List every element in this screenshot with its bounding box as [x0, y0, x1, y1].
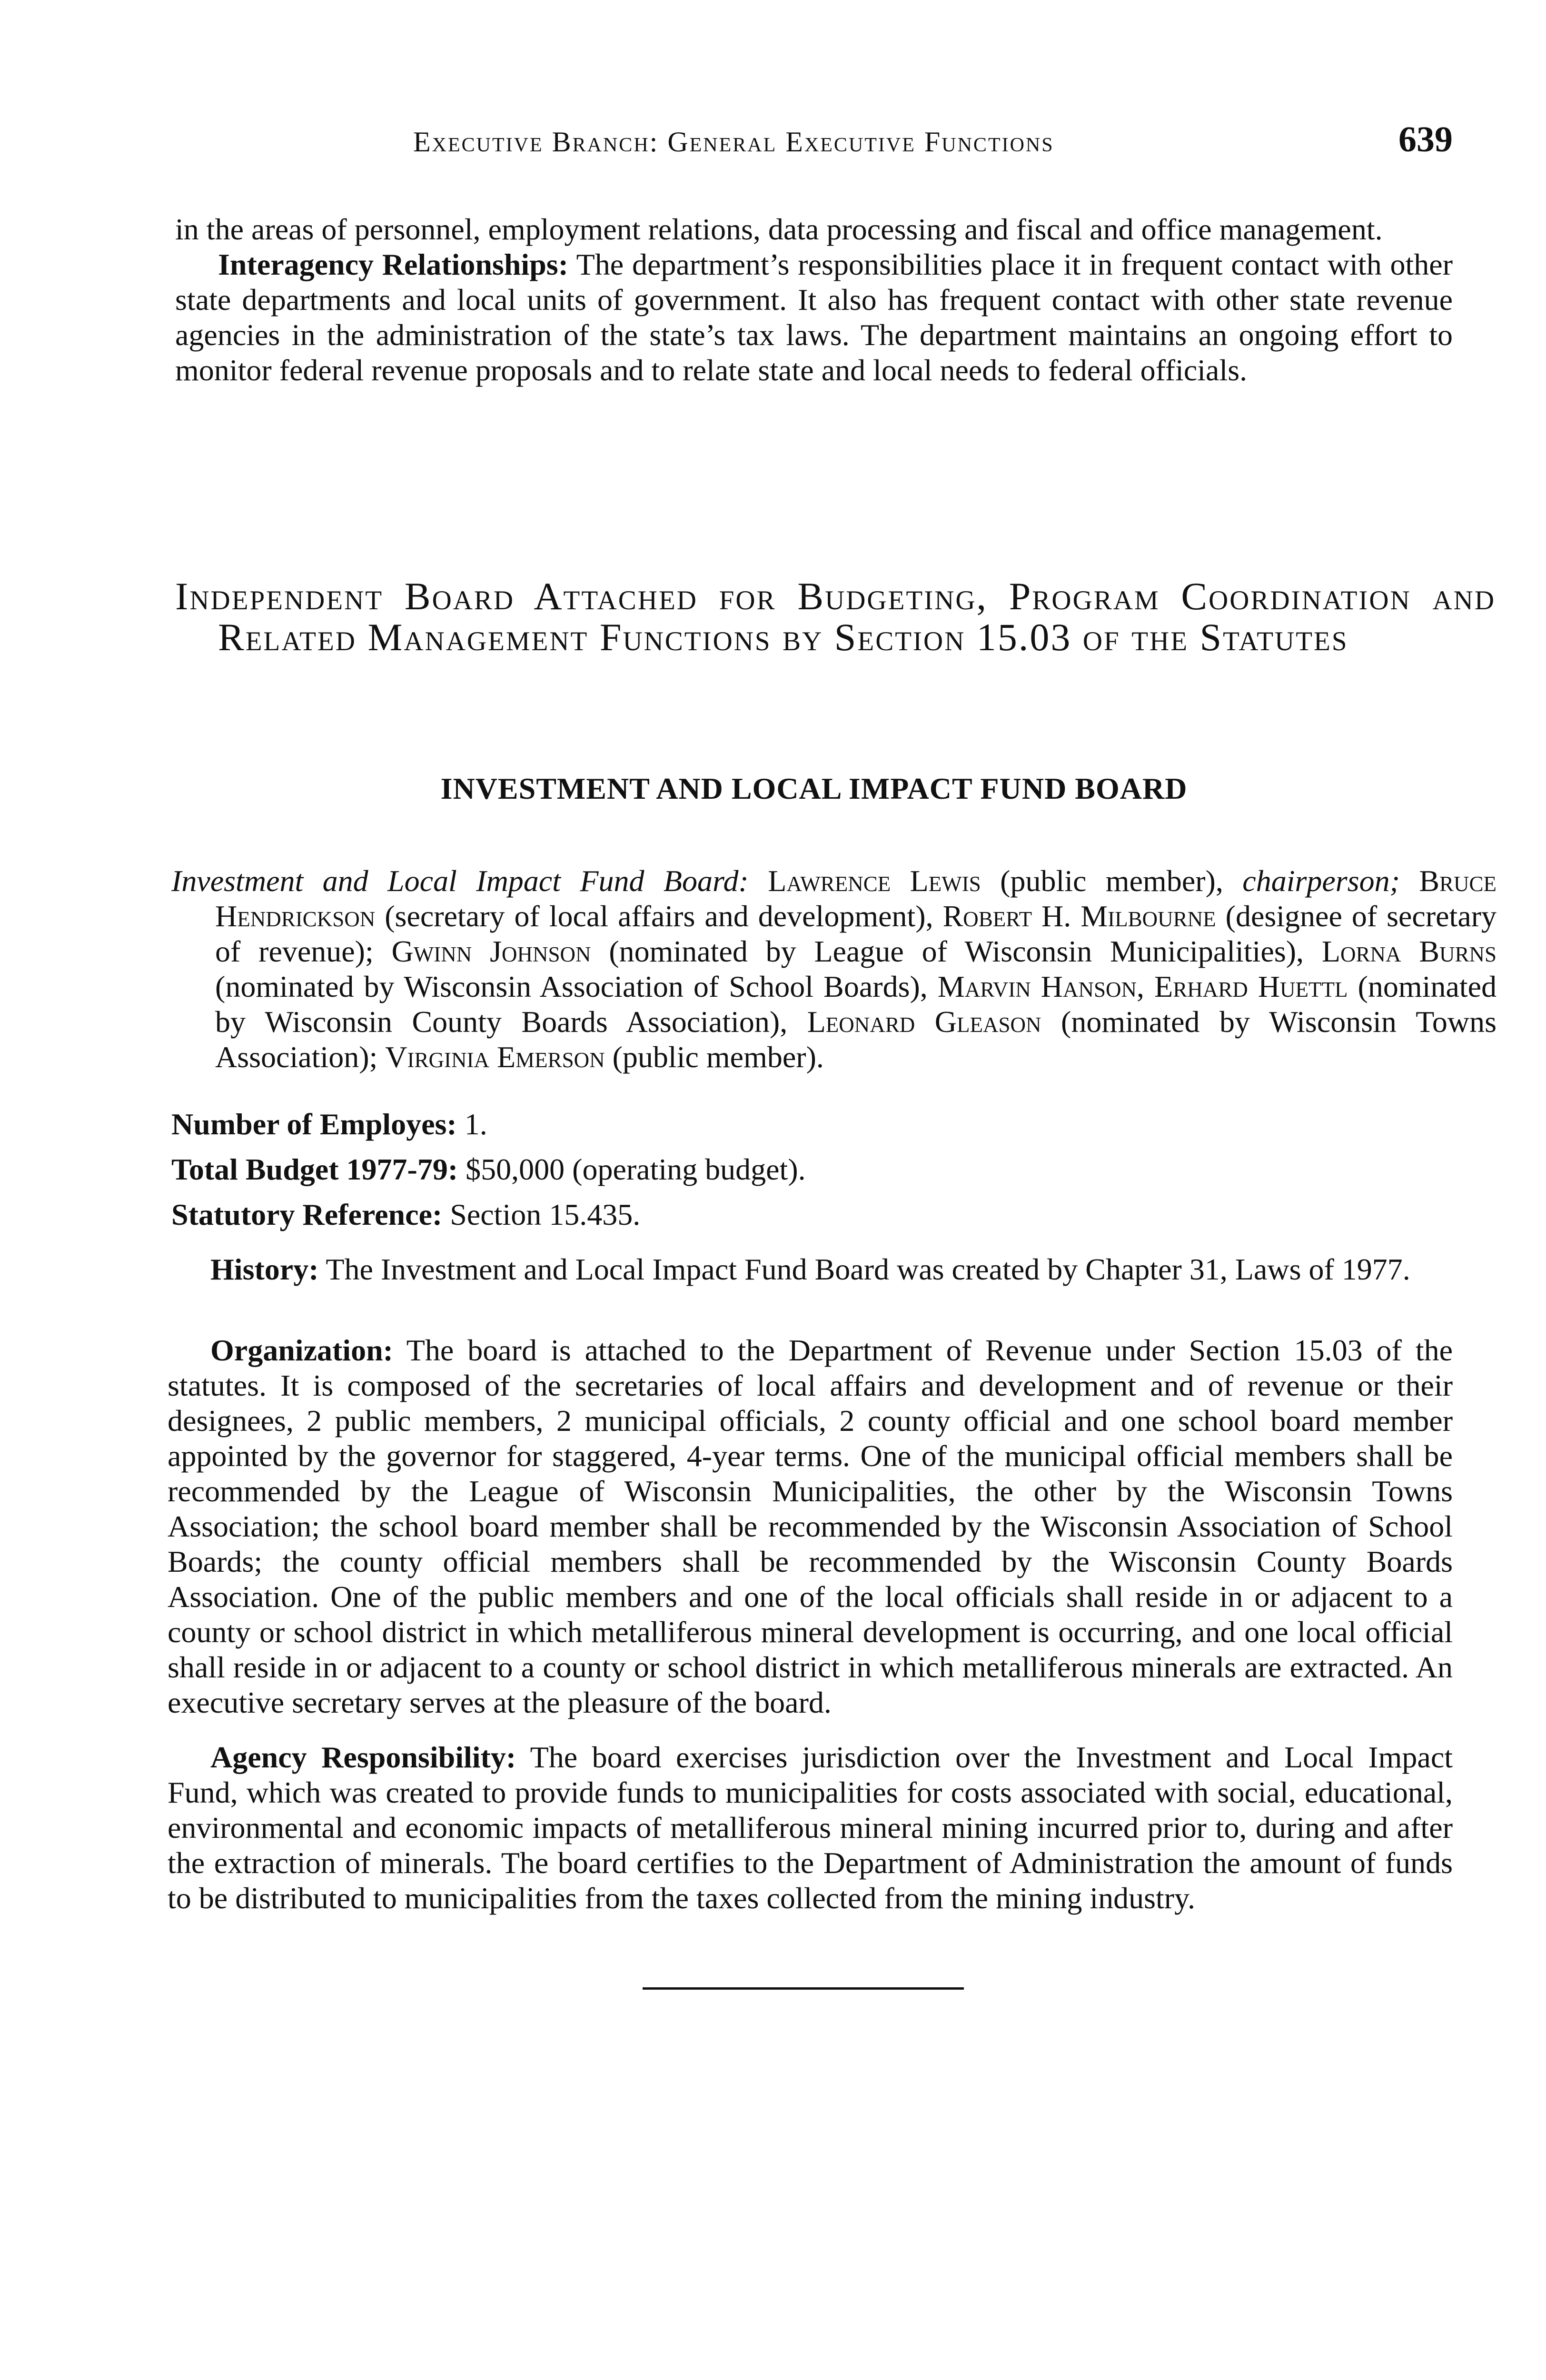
member-name: Virginia Emerson [385, 1040, 605, 1074]
interagency-text: The department’s responsibilities place it in frequent contact with other state departments and local units of government. It also has frequent contact with other state revenue agencies in the administration of the state’s tax laws. The department maintains an ongoing effort to monitor federal revenue proposals and to relate state and local needs to federal officials. [175, 248, 1453, 387]
budget-label: Total Budget 1977-79: [171, 1152, 458, 1186]
agency-text: The board exercises jurisdiction over the Investment and Local Impact Fund, which was created to provide funds to municipalities for costs associated with social, educational, environmental and economic impacts of metalliferous mineral mining incurred prior to, during and after the extraction of minerals. The board certifies to the Department of Administration the amount of funds to be distributed to municipalities from the taxes collected from the mining industry. [168, 1740, 1453, 1915]
interagency-label: Interagency Relationships: [218, 248, 569, 281]
organization-text: The board is attached to the Department of Revenue under Section 15.03 of the statutes. It is composed of the secretaries of local affairs and development and of revenue or their designees, 2 public members, 2 municipal officials, 2 county official and one school board member appointed by the governor for staggered, 4-year terms. One of the municipal official members shall be recommended by the League of Wisconsin Municipalities, the other by the Wisconsin Towns Association; the school board member shall be recommended by the Wisconsin Association of School Boards; the county official members shall be recommended by the Wisconsin County Boards Association. One of the public members and one of the local officials shall reside in or adjacent to a county or school district in which metalliferous mineral development is occurring, and one local official shall reside in or adjacent to a county or school district in which metalliferous minerals are extracted. An executive secretary serves at the pleasure of the board. [168, 1333, 1453, 1719]
interagency-paragraph [175, 247, 1453, 388]
member-name: Bruce Hendrickson [215, 864, 1497, 933]
member-role: (nominated by Wisconsin Association of School Boards), [215, 970, 928, 1003]
agency-label: Agency Responsibility: [210, 1740, 516, 1774]
member-role: (nominated by League of Wisconsin Municipalities), [609, 934, 1304, 968]
organization-block [168, 1333, 1453, 1720]
member-role: (nominated by Wisconsin Towns Association); [215, 1005, 1497, 1074]
board-heading: INVESTMENT AND LOCAL IMPACT FUND BOARD [440, 772, 1188, 805]
section-heading: Independent Board Attached for Budgeting, Program Coordination and Related Management Functions by Section 15.03 of the Statutes [175, 575, 1496, 659]
member-name: Lawrence Lewis [768, 864, 981, 898]
membership-label: Investment and Local Impact Fund Board: [171, 864, 749, 898]
agency-block [168, 1740, 1453, 1916]
budget-line [171, 1152, 1453, 1187]
member-role: (designee of secretary of revenue); [215, 899, 1497, 968]
member-name: Robert H. Milbourne [942, 899, 1216, 933]
member-role: (nominated by Wisconsin County Boards Association), [215, 970, 1497, 1039]
history-block [168, 1252, 1453, 1287]
member-role: (secretary of local affairs and development), [385, 899, 933, 933]
member-role: (public member). [612, 1040, 824, 1074]
organization-paragraph [168, 1333, 1453, 1720]
member-name: Lorna Burns [1321, 934, 1497, 968]
organization-label: Organization: [210, 1333, 393, 1367]
employees-value: 1. [464, 1107, 487, 1141]
agency-paragraph [168, 1740, 1453, 1916]
statutory-line [171, 1197, 1453, 1232]
history-paragraph [168, 1252, 1453, 1287]
member-name: Leonard Gleason [807, 1005, 1041, 1039]
employees-line [171, 1107, 1453, 1142]
employees-label: Number of Employes: [171, 1107, 457, 1141]
page-number: 639 [1398, 119, 1453, 159]
running-title: Executive Branch: General Executive Functions [413, 126, 1054, 158]
chairperson-label: chairperson; [1242, 864, 1400, 898]
budget-value: $50,000 (operating budget). [466, 1152, 806, 1186]
history-text: The Investment and Local Impact Fund Board was created by Chapter 31, Laws of 1977. [326, 1252, 1410, 1286]
intro-block [175, 212, 1453, 388]
continuation-paragraph: in the areas of personnel, employment relations, data processing and fiscal and office management. [175, 212, 1383, 246]
end-rule [643, 1987, 964, 1990]
member-name: Marvin Hanson, [937, 970, 1145, 1003]
statutory-label: Statutory Reference: [171, 1198, 443, 1231]
history-label: History: [210, 1252, 319, 1286]
statutory-value: Section 15.435. [450, 1198, 641, 1231]
member-name: Gwinn Johnson [391, 934, 591, 968]
member-role: (public member), [1000, 864, 1223, 898]
running-head [175, 119, 1453, 171]
member-name: Erhard Huettl [1154, 970, 1348, 1003]
board-membership [171, 863, 1496, 1075]
